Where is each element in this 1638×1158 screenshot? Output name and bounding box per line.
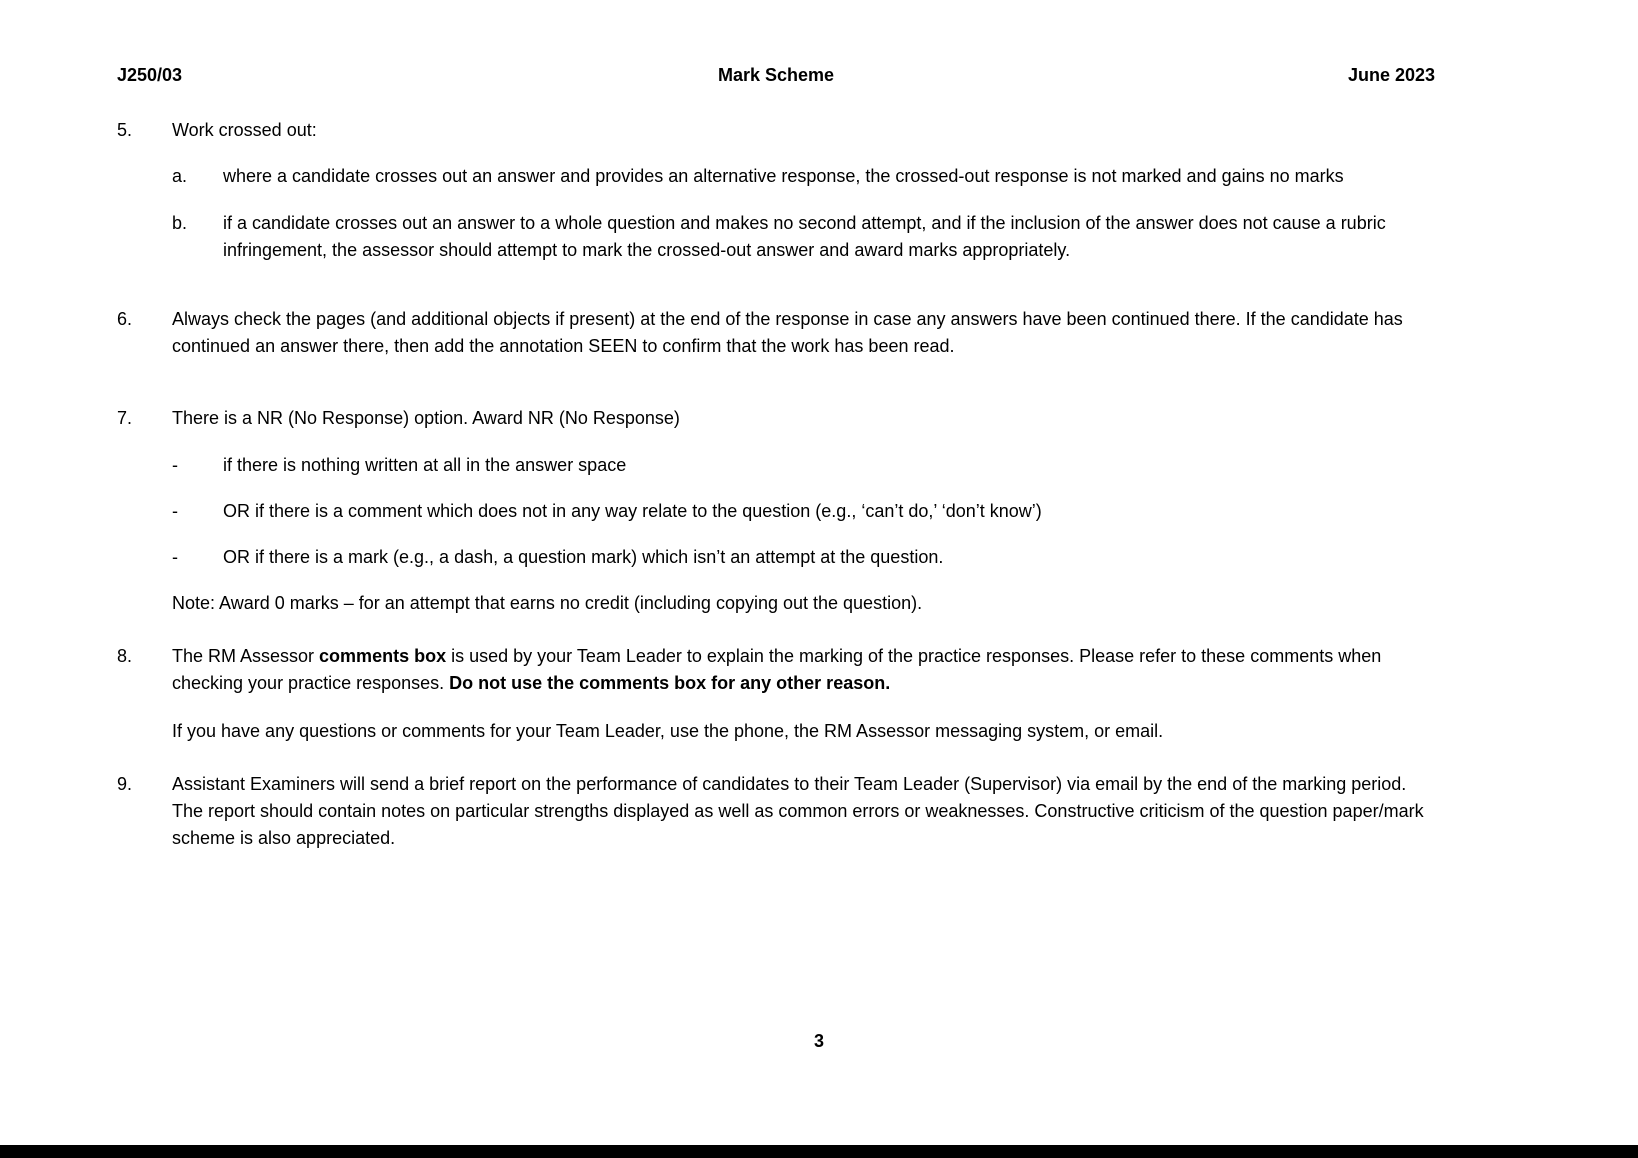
- doc-date: June 2023: [1348, 62, 1435, 89]
- doc-title: Mark Scheme: [717, 65, 835, 85]
- item-5-text: Work crossed out:: [172, 120, 317, 140]
- sub-item-5b-label: b.: [172, 213, 188, 233]
- sub-item-5a-label: a.: [172, 166, 188, 186]
- item-7-bullet-1-text: if there is nothing written at all in the answer space: [223, 455, 627, 475]
- bottom-bar: [0, 1145, 1638, 1158]
- item-8-paragraph-2: If you have any questions or comments for your Team Leader, use the phone, the RM Assessor messaging system, or email.: [172, 721, 1164, 741]
- list-item-5: [117, 117, 1435, 144]
- dash-marker: -: [172, 501, 178, 521]
- item-9-number: 9.: [117, 774, 133, 794]
- list-item-7: [117, 405, 1435, 432]
- item-7-bullet-3: [172, 544, 1435, 571]
- document-body: [117, 117, 1435, 852]
- list-item-9: [117, 771, 1435, 852]
- item-8-segment-1: The RM Assessor: [172, 646, 320, 666]
- page-number: 3: [813, 1031, 824, 1051]
- item-8-bold-comments-box: comments box: [319, 646, 447, 666]
- item-6-number: 6.: [117, 309, 133, 329]
- item-7-bullet-1: [172, 452, 1435, 479]
- list-item-8: [117, 643, 1435, 697]
- item-9-text: Assistant Examiners will send a brief report on the performance of candidates to their Team Leader (Supervisor) via email by the end of the marking period. The report should contain notes on particular strengths displayed as well as common errors or weaknesses. Constructive criticism of the question paper/mark scheme is also appreciated.: [172, 774, 1424, 848]
- doc-code: J250/03: [117, 62, 182, 89]
- dash-marker: -: [172, 547, 178, 567]
- item-7-text: There is a NR (No Response) option. Award NR (No Response): [172, 408, 680, 428]
- item-5-number: 5.: [117, 120, 133, 140]
- item-7-number: 7.: [117, 408, 133, 428]
- item-7-bullet-3-text: OR if there is a mark (e.g., a dash, a question mark) which isn’t an attempt at the question.: [223, 547, 944, 567]
- item-8-segment-3: is used by your Team Leader to explain the marking of the practice responses. Please refer to these comments when checking your practice responses.: [172, 646, 1382, 693]
- sub-item-5a: [172, 163, 1435, 190]
- item-8-bold-warning: Do not use the comments box for any other reason.: [449, 673, 891, 693]
- item-8-paragraph-1: [172, 643, 1435, 697]
- sub-item-5b-text: if a candidate crosses out an answer to a whole question and makes no second attempt, and if the inclusion of the answer does not cause a rubric infringement, the assessor should attempt to mark the crossed-out answer and award marks appropriately.: [223, 213, 1386, 260]
- list-item-6: [117, 306, 1435, 360]
- page-header: [117, 62, 1435, 89]
- dash-marker: -: [172, 455, 178, 475]
- item-7-bullet-2-text: OR if there is a comment which does not in any way relate to the question (e.g., ‘can’t do,’ ‘don’t know’): [223, 501, 1042, 521]
- sub-item-5a-text: where a candidate crosses out an answer and provides an alternative response, the crossed-out response is not marked and gains no marks: [223, 166, 1344, 186]
- sub-item-5b: [172, 210, 1435, 264]
- item-8-number: 8.: [117, 646, 133, 666]
- item-7-note: Note: Award 0 marks – for an attempt that earns no credit (including copying out the question).: [172, 593, 923, 613]
- item-6-text: Always check the pages (and additional objects if present) at the end of the response in case any answers have been continued there. If the candidate has continued an answer there, then add the annotation SEEN to confirm that the work has been read.: [172, 309, 1403, 356]
- item-7-bullet-2: [172, 498, 1435, 525]
